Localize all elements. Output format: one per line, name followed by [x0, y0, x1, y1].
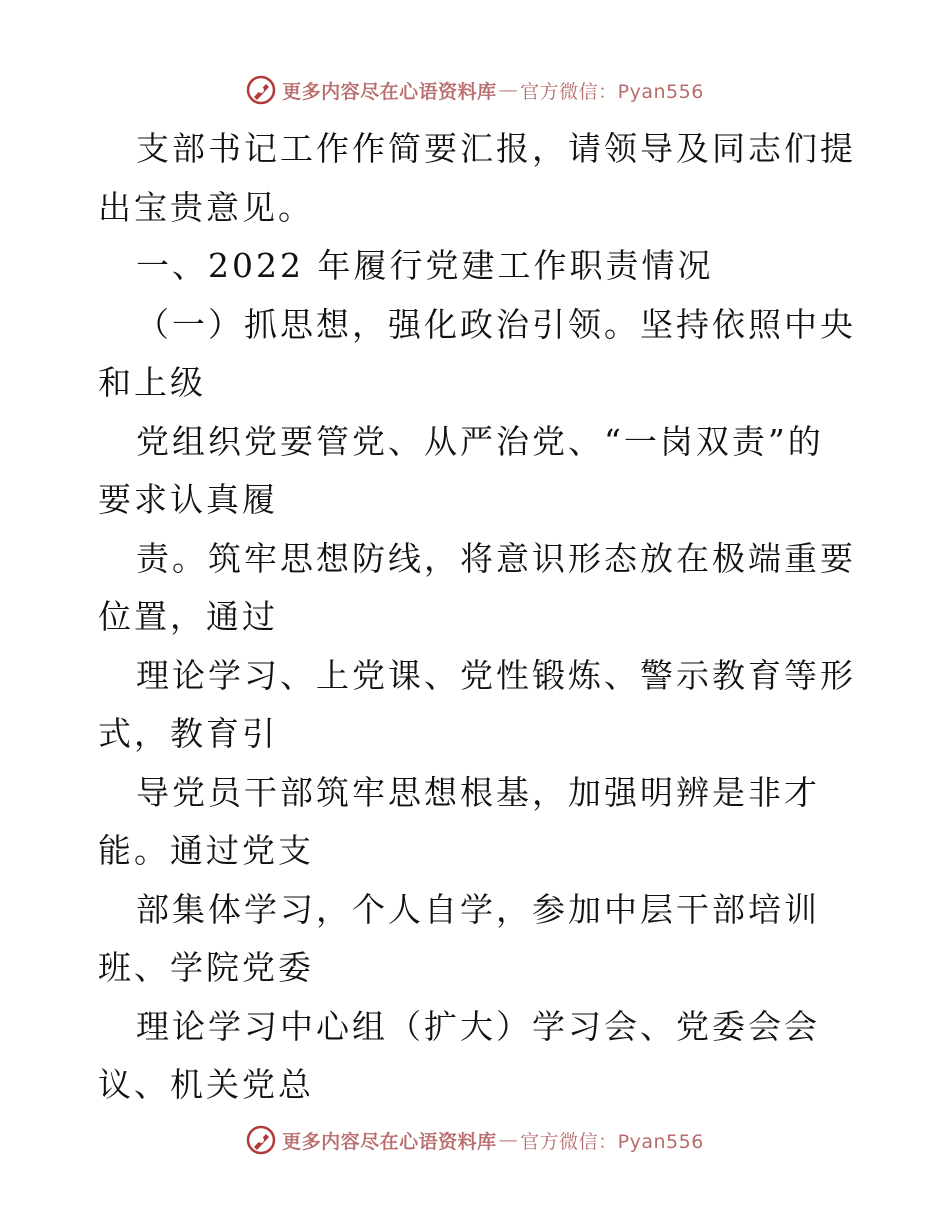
watermark-text: 更多内容尽在心语资料库 [282, 80, 497, 103]
watermark-text: 更多内容尽在心语资料库 [282, 1130, 497, 1153]
header-watermark [0, 70, 950, 110]
paragraph: 责。筑牢思想防线，将意识形态放在极端重要位置，通过 [98, 538, 856, 636]
watermark-account: 官方微信：Pyan556 [520, 80, 704, 103]
section-heading: 一、2022 年履行党建工作职责情况 [136, 246, 714, 285]
paragraph: 导党员干部筑牢思想根基，加强明辨是非才能。通过党支 [98, 772, 820, 870]
paragraph: 部集体学习，个人自学，参加中层干部培训班、学院党委 [98, 889, 820, 987]
document-body [98, 120, 858, 1115]
watermark-account: 官方微信：Pyan556 [520, 1130, 704, 1153]
paragraph: 党组织党要管党、从严治党、“一岗双责”的要求认真履 [98, 421, 824, 519]
paragraph: 支部书记工作作简要汇报，请领导及同志们提出宝贵意见。 [98, 129, 856, 227]
pen-logo-icon [246, 1125, 276, 1155]
paragraph: 理论学习、上党课、党性锻炼、警示教育等形式，教育引 [98, 655, 856, 753]
watermark-separator: — [498, 79, 519, 101]
watermark-separator: — [498, 1129, 519, 1151]
pen-logo-icon [246, 75, 276, 105]
footer-watermark [0, 1120, 950, 1160]
paragraph: （一）抓思想，强化政治引领。坚持依照中央和上级 [98, 304, 856, 402]
paragraph: 理论学习中心组（扩大）学习会、党委会会议、机关党总 [98, 1006, 820, 1104]
